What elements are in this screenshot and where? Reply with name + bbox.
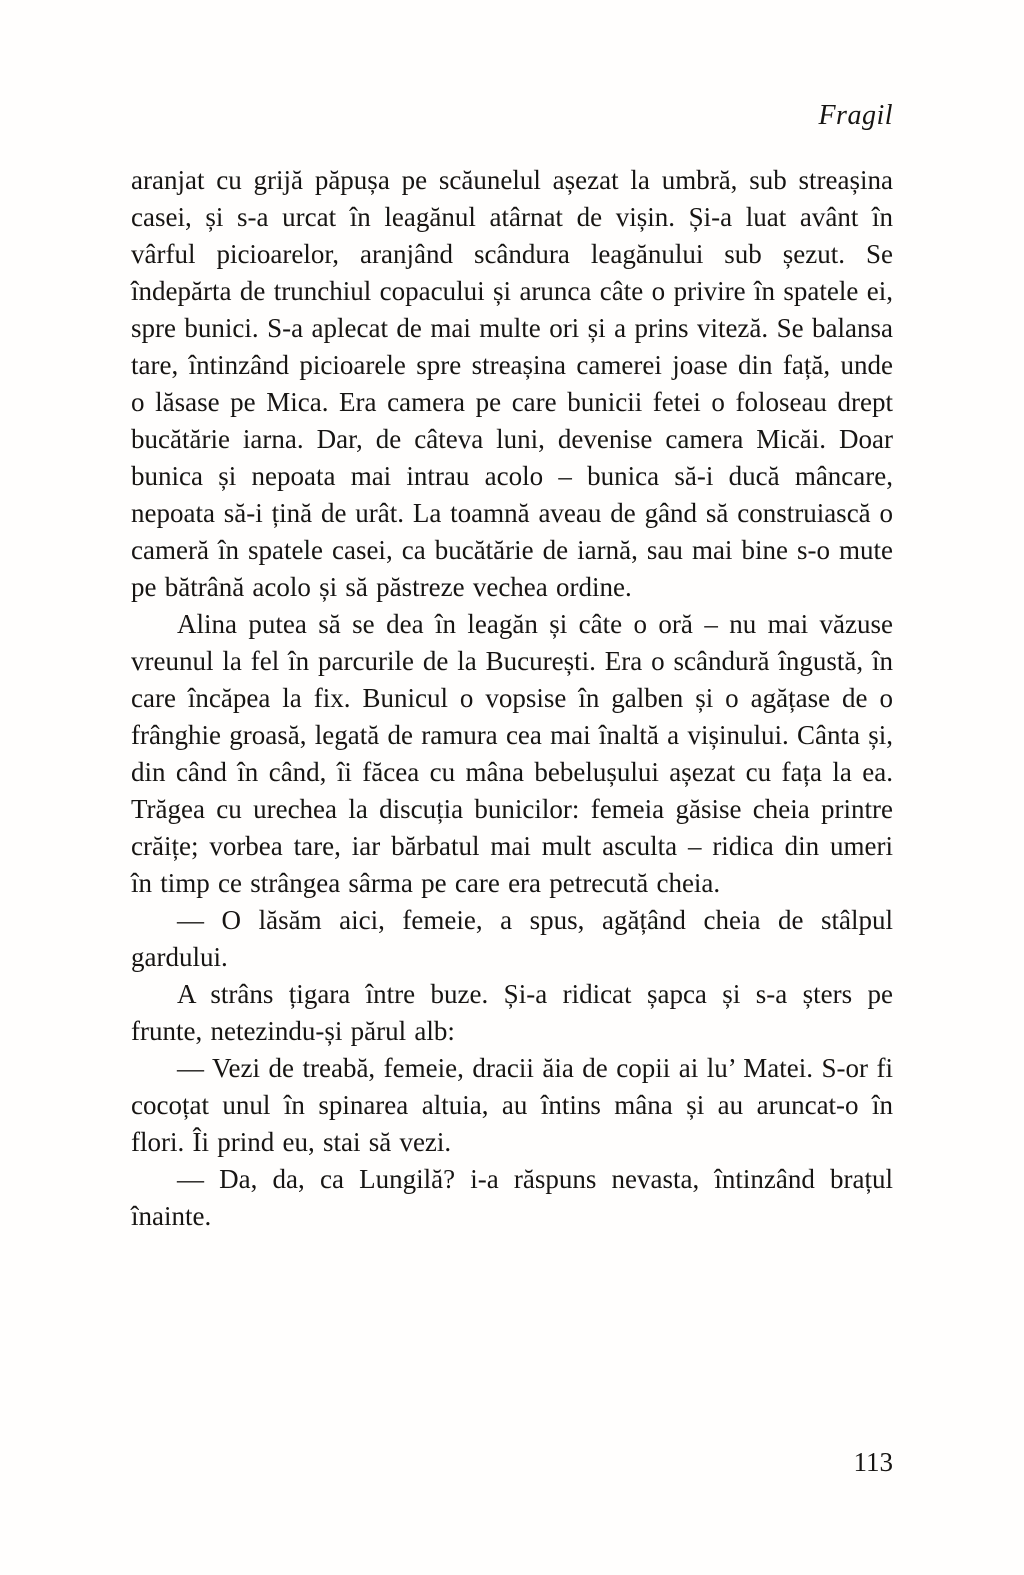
paragraph: Alina putea să se dea în leagăn și câte o oră – nu mai văzuse vreunul la fel în parcurile de la București. Era o scândură îngustă, în care încăpea la fix. Bunicul o vopsise în galben și o agățase de o frânghie groasă, legată de ramura cea mai înaltă a vișinului. Cânta și, din când în când, îi făcea cu mâna bebelușului așezat cu fața la ea. Trăgea cu urechea la discuția bunicilor: femeia găsise cheia printre crăițe; vorbea tare, iar bărbatul mai mult asculta – ridica din umeri în timp ce strângea sârma pe care era petrecută cheia. — [131, 609, 893, 898]
paragraph: A strâns țigara între buze. Și-a ridicat șapca și s-a șters pe frunte, netezindu-și părul alb: — [131, 979, 893, 1046]
paragraph-continuation: aranjat cu grijă păpușa pe scăunelul așezat la umbră, sub streașina casei, și s-a urcat în leagănul atârnat de vișin. Și-a luat avânt în vârful picioarelor, aranjând scândura leagănului sub șezut. Se îndepărta de trunchiul copacului și arunca câte o privire în spatele ei, spre bunici. S-a aplecat de mai multe ori și a prins viteză. Se balansa tare, întinzând picioarele spre streașina camerei joase din față, unde o lăsase pe Mica. Era camera pe care bunicii fetei o foloseau drept bucătărie iarna. Dar, de câteva luni, devenise camera Micăi. Doar bunica și nepoata mai intrau acolo – bunica să-i ducă mâncare, nepoata să-i țină de urât. La toamnă aveau de gând să construiască o cameră în spatele casei, ca bucătărie de iarnă, sau mai bine s-o mute pe bătrână acolo și să păstreze vechea ordine. — [131, 165, 893, 602]
running-header-title: Fragil — [818, 100, 893, 131]
body-text-block — [131, 162, 893, 1235]
paragraph-dialogue: — Da, da, ca Lungilă? i-a răspuns nevasta, întinzând brațul înainte. — [131, 1164, 893, 1231]
paragraph-dialogue: — Vezi de treabă, femeie, dracii ăia de copii ai lu’ Matei. S-or fi cocoțat unul în spinarea altuia, au întins mâna și au aruncat-o în flori. Îi prind eu, stai să vezi. — [131, 1053, 893, 1157]
paragraph-dialogue: — O lăsăm aici, femeie, a spus, agățând cheia de stâlpul gardului. — [131, 905, 893, 972]
page-number: 113 — [853, 1447, 893, 1477]
